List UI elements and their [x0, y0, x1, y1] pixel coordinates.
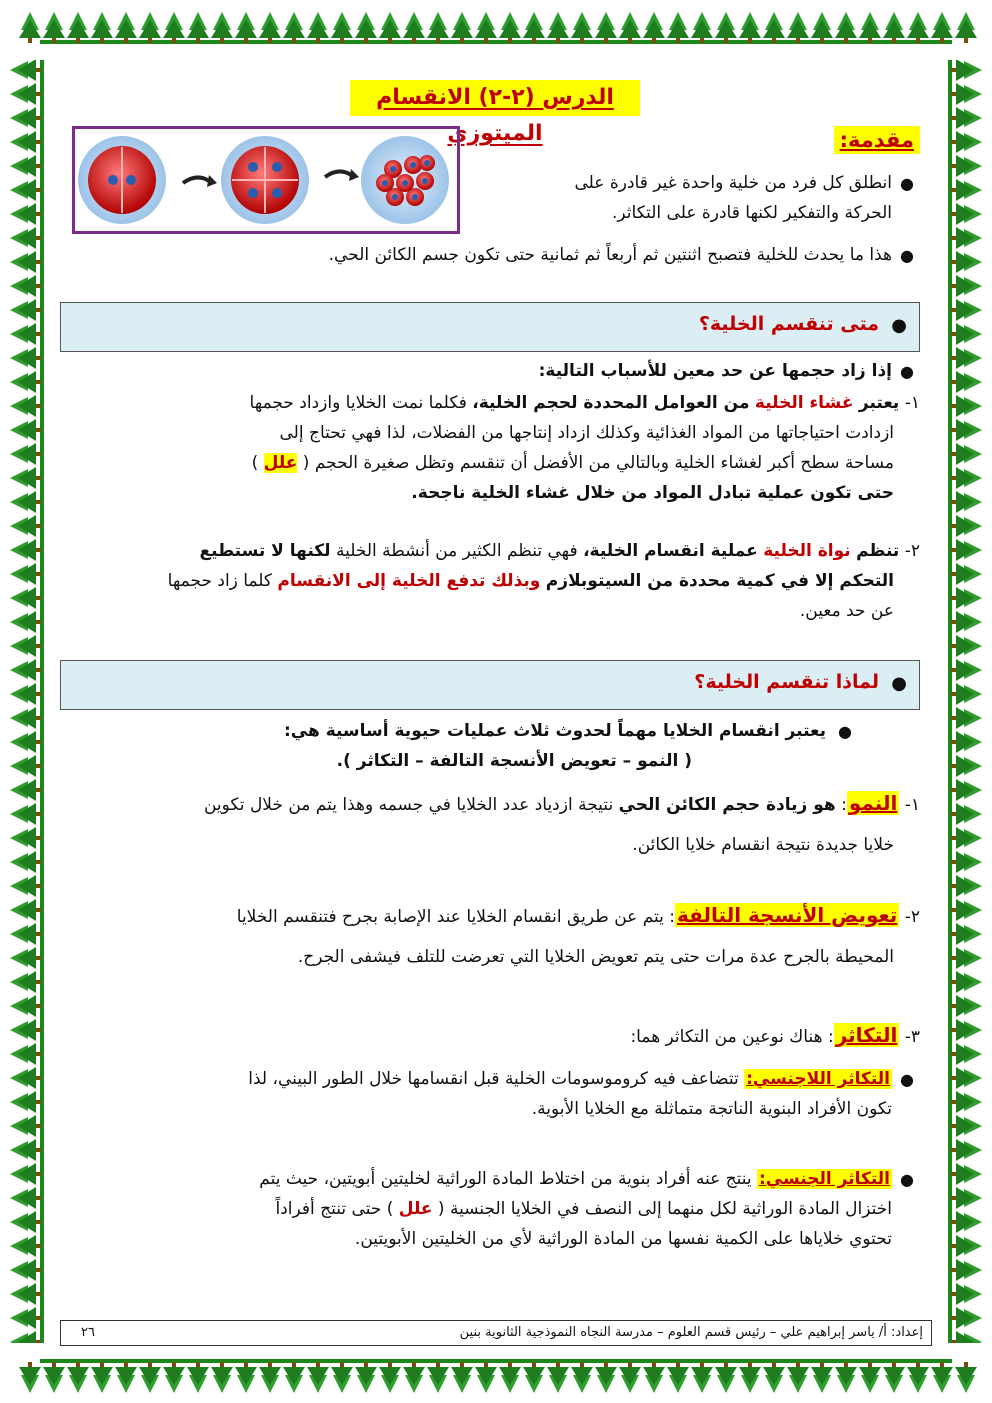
tree-icon: [10, 731, 41, 753]
tree-icon: [10, 1283, 41, 1305]
right-border-decoration: [932, 60, 992, 1343]
tree-icon: [10, 251, 41, 273]
tree-icon: [235, 12, 257, 43]
tree-icon: [951, 947, 982, 969]
tree-icon: [859, 12, 881, 43]
tree-icon: [10, 755, 41, 777]
tree-icon: [10, 779, 41, 801]
tree-icon: [951, 179, 982, 201]
tree-icon: [951, 683, 982, 705]
tree-icon: [331, 1362, 353, 1393]
tree-icon: [283, 12, 305, 43]
tree-icon: [10, 1211, 41, 1233]
tree-icon: [763, 12, 785, 43]
bullet-icon: ●: [891, 315, 907, 336]
growth-item: ١- النمو: هو زيادة حجم الكائن الحي نتيجة ازدياد عدد الخلايا في جسمه وهذا يتم من خلال تكوين خلايا جديدة نتيجة انقسام خلايا الكائن.: [203, 791, 920, 855]
tree-icon: [951, 443, 982, 465]
tree-icon: [951, 1019, 982, 1041]
eight-cell-stage-icon: [361, 136, 449, 224]
tree-icon: [475, 1362, 497, 1393]
tree-icon: [91, 12, 113, 43]
tree-icon: [715, 12, 737, 43]
tree-icon: [10, 1067, 41, 1089]
arrow-icon: [325, 169, 359, 181]
cell-division-figure: [72, 126, 460, 234]
tree-icon: [307, 12, 329, 43]
tree-icon: [951, 539, 982, 561]
tree-icon: [951, 251, 982, 273]
tree-icon: [499, 1362, 521, 1393]
tree-icon: [951, 587, 982, 609]
tree-icon: [499, 12, 521, 43]
tree-icon: [10, 635, 41, 657]
tree-icon: [951, 995, 982, 1017]
tree-icon: [283, 1362, 305, 1393]
tree-icon: [235, 1362, 257, 1393]
tree-icon: [307, 1362, 329, 1393]
tree-icon: [523, 1362, 545, 1393]
tree-icon: [10, 1019, 41, 1041]
tree-icon: [10, 1139, 41, 1161]
tree-icon: [811, 12, 833, 43]
tree-icon: [10, 299, 41, 321]
tree-icon: [523, 12, 545, 43]
tree-icon: [883, 1362, 905, 1393]
reproduction-heading: التكاثر: [835, 1023, 898, 1047]
tree-icon: [10, 347, 41, 369]
tree-icon: [951, 1187, 982, 1209]
page-footer: [60, 1320, 932, 1346]
tree-icon: [951, 1043, 982, 1065]
cell-division-illustration: [75, 129, 457, 231]
q2-lead-list: ( النمو – تعويض الأنسجة التالفة – التكاثر ).: [336, 751, 692, 771]
tree-icon: [10, 1331, 41, 1343]
q1-item-1: ١- يعتبر غشاء الخلية من العوامل المحددة لحجم الخلية، فكلما نمت الخلايا وازداد حجمها ازدادت احتياجاتها من المواد الغذائية وكذلك ازداد إنتاجها من الفضلات، لذا فهي تحتاج إلى مساحة سطح أكبر لغشاء الخلية وبالتالي من الأفضل أن تنقسم وتظل صغيرة الحجم ( علل ) حتى تكون عملية تبادل المواد من خلال غشاء الخلية ناجحة.: [249, 393, 920, 503]
tree-icon: [379, 12, 401, 43]
tree-icon: [10, 395, 41, 417]
bullet-icon: ●: [900, 362, 914, 381]
tree-icon: [951, 60, 982, 81]
tree-icon: [427, 12, 449, 43]
tree-icon: [10, 1163, 41, 1185]
tree-icon: [951, 635, 982, 657]
tree-icon: [951, 107, 982, 129]
tree-icon: [595, 1362, 617, 1393]
repair-heading: تعويض الأنسجة التالفة: [677, 903, 898, 927]
tree-icon: [951, 1163, 982, 1185]
tree-icon: [10, 539, 41, 561]
tree-icon: [139, 12, 161, 43]
tree-icon: [951, 1331, 982, 1343]
tree-icon: [10, 60, 41, 81]
tree-icon: [951, 155, 982, 177]
tree-icon: [403, 12, 425, 43]
tree-icon: [739, 1362, 761, 1393]
tree-icon: [451, 1362, 473, 1393]
tree-icon: [10, 179, 41, 201]
tree-icon: [951, 395, 982, 417]
tree-icon: [951, 419, 982, 441]
tree-icon: [931, 12, 953, 43]
intro-heading: مقدمة:: [834, 126, 920, 154]
tree-icon: [951, 491, 982, 513]
tree-icon: [951, 299, 982, 321]
tree-icon: [10, 515, 41, 537]
tree-icon: [951, 875, 982, 897]
page-number: ٢٦: [81, 1325, 95, 1340]
growth-heading: النمو: [848, 791, 898, 815]
tree-icon: [951, 611, 982, 633]
tree-icon: [951, 131, 982, 153]
bullet-icon: ●: [838, 722, 852, 741]
tree-icon: [10, 947, 41, 969]
intro-bullet-2: هذا ما يحدث للخلية فتصبح اثنتين ثم أربعاً ثم ثمانية حتى تكون جسم الكائن الحي.: [328, 245, 892, 265]
tree-icon: [211, 1362, 233, 1393]
arrow-icon: [183, 175, 217, 187]
tree-icon: [571, 1362, 593, 1393]
bullet-icon: ●: [900, 1170, 914, 1189]
tree-icon: [763, 1362, 785, 1393]
tree-icon: [10, 1235, 41, 1257]
tree-icon: [951, 347, 982, 369]
tree-icon: [187, 12, 209, 43]
tree-icon: [951, 971, 982, 993]
two-cell-stage-icon: [78, 136, 166, 224]
asexual-item: التكاثر اللاجنسي: تتضاعف فيه كروموسومات الخلية قبل انقسامها خلال الطور البيني، لذا تكون الأفراد البنوية الناتجة متماثلة مع الخلايا الأبوية.: [248, 1069, 892, 1119]
tree-icon: [547, 12, 569, 43]
tree-icon: [10, 467, 41, 489]
tree-icon: [187, 1362, 209, 1393]
tree-icon: [10, 1091, 41, 1113]
tree-icon: [331, 12, 353, 43]
four-cell-stage-icon: [221, 136, 309, 224]
tree-icon: [951, 779, 982, 801]
tree-icon: [667, 12, 689, 43]
tree-icon: [10, 611, 41, 633]
tree-icon: [951, 467, 982, 489]
tree-icon: [10, 803, 41, 825]
tree-icon: [10, 995, 41, 1017]
tree-icon: [951, 1139, 982, 1161]
section-header-when-divide: [60, 302, 920, 352]
tree-icon: [951, 755, 982, 777]
tree-icon: [907, 12, 929, 43]
intro-bullet-1: انطلق كل فرد من خلية واحدة غير قادرة على الحركة والتفكير لكنها قادرة على التكاثر.: [574, 173, 892, 223]
tree-icon: [715, 1362, 737, 1393]
bullet-icon: ●: [900, 174, 914, 193]
tree-icon: [43, 12, 65, 43]
tree-icon: [951, 1211, 982, 1233]
tree-icon: [379, 1362, 401, 1393]
tree-icon: [951, 803, 982, 825]
tree-icon: [259, 1362, 281, 1393]
section-header-why-divide: [60, 660, 920, 710]
tree-icon: [43, 1362, 65, 1393]
tree-icon: [10, 323, 41, 345]
tree-icon: [10, 1115, 41, 1137]
tree-icon: [91, 1362, 113, 1393]
tree-icon: [10, 1043, 41, 1065]
bullet-icon: ●: [891, 673, 907, 694]
q1-lead: إذا زاد حجمها عن حد معين للأسباب التالية:: [538, 361, 892, 381]
repair-item: ٢- تعويض الأنسجة التالفة: يتم عن طريق انقسام الخلايا عند الإصابة بجرح فتنقسم الخلايا المحيطة بالجرح عدة مرات حتى يتم تعويض الخلايا التي تعرضت للتلف فيشفى الجرح.: [236, 903, 920, 967]
tree-icon: [835, 1362, 857, 1393]
lesson-title: الدرس (٢-٢) الانقسام الميتوزي: [350, 80, 640, 116]
tree-icon: [259, 12, 281, 43]
tree-icon: [951, 227, 982, 249]
tree-icon: [951, 515, 982, 537]
tree-icon: [811, 1362, 833, 1393]
tree-icon: [211, 12, 233, 43]
tree-icon: [10, 875, 41, 897]
tree-icon: [10, 491, 41, 513]
tree-icon: [10, 563, 41, 585]
tree-icon: [951, 731, 982, 753]
tree-icon: [67, 1362, 89, 1393]
left-border-decoration: [0, 60, 60, 1343]
tree-icon: [67, 12, 89, 43]
tree-icon: [427, 1362, 449, 1393]
tree-icon: [163, 1362, 185, 1393]
tree-icon: [10, 971, 41, 993]
tree-icon: [19, 12, 41, 43]
tree-icon: [955, 1362, 977, 1393]
tree-icon: [931, 1362, 953, 1393]
tree-icon: [951, 203, 982, 225]
tree-icon: [139, 1362, 161, 1393]
tree-icon: [951, 1307, 982, 1329]
tree-icon: [10, 131, 41, 153]
reproduction-item: ٣- التكاثر: هناك نوعين من التكاثر هما:: [630, 1023, 920, 1047]
tree-icon: [115, 12, 137, 43]
tree-icon: [10, 1307, 41, 1329]
footer-author: إعداد: أ/ ياسر إبراهيم علي – رئيس قسم العلوم – مدرسة النجاه النموذجية الثانوية بنين: [459, 1325, 923, 1340]
tree-icon: [951, 707, 982, 729]
tree-icon: [859, 1362, 881, 1393]
tree-icon: [10, 659, 41, 681]
tree-icon: [10, 419, 41, 441]
tree-icon: [10, 587, 41, 609]
tree-icon: [10, 227, 41, 249]
tree-icon: [951, 1235, 982, 1257]
tree-icon: [10, 443, 41, 465]
tree-icon: [10, 707, 41, 729]
tree-icon: [547, 1362, 569, 1393]
tree-icon: [355, 12, 377, 43]
bullet-icon: ●: [900, 1070, 914, 1089]
tree-icon: [951, 1067, 982, 1089]
section-title: متى تنقسم الخلية؟: [698, 313, 879, 335]
tree-icon: [951, 83, 982, 105]
tree-icon: [403, 1362, 425, 1393]
tree-icon: [10, 107, 41, 129]
tree-icon: [595, 12, 617, 43]
tree-icon: [163, 12, 185, 43]
tree-icon: [667, 1362, 689, 1393]
tree-icon: [619, 12, 641, 43]
tree-icon: [951, 1259, 982, 1281]
tree-icon: [10, 1187, 41, 1209]
tree-icon: [955, 12, 977, 43]
tree-icon: [10, 155, 41, 177]
tree-icon: [10, 371, 41, 393]
tree-icon: [951, 923, 982, 945]
tree-icon: [571, 12, 593, 43]
tree-icon: [10, 83, 41, 105]
tree-icon: [10, 851, 41, 873]
section-title: لماذا تنقسم الخلية؟: [694, 671, 879, 693]
tree-icon: [619, 1362, 641, 1393]
tree-icon: [951, 851, 982, 873]
tree-icon: [951, 827, 982, 849]
tree-icon: [355, 1362, 377, 1393]
tree-icon: [739, 12, 761, 43]
tree-icon: [835, 12, 857, 43]
tree-icon: [691, 1362, 713, 1393]
tree-icon: [10, 683, 41, 705]
q2-lead: يعتبر انقسام الخلايا مهماً لحدوث ثلاث عمليات حيوية أساسية هي:: [283, 721, 826, 741]
tree-icon: [951, 1091, 982, 1113]
tree-icon: [19, 1362, 41, 1393]
tree-icon: [951, 1115, 982, 1137]
tree-icon: [691, 12, 713, 43]
bottom-border-decoration: [0, 1343, 992, 1403]
tree-icon: [951, 659, 982, 681]
tree-icon: [951, 371, 982, 393]
tree-icon: [951, 563, 982, 585]
tree-icon: [115, 1362, 137, 1393]
tree-icon: [951, 275, 982, 297]
tree-icon: [643, 12, 665, 43]
q1-item-2: ٢- تنظم نواة الخلية عملية انقسام الخلية، فهي تنظم الكثير من أنشطة الخلية لكنها لا تستطيع التحكم إلا في كمية محددة من السيتوبلازم وبذلك تدفع الخلية إلى الانقسام كلما زاد حجمها عن حد معين.: [167, 541, 920, 621]
tree-icon: [951, 323, 982, 345]
tree-icon: [10, 1259, 41, 1281]
tree-icon: [10, 923, 41, 945]
tree-icon: [787, 1362, 809, 1393]
tree-icon: [907, 1362, 929, 1393]
top-border-decoration: [0, 0, 992, 60]
tree-icon: [10, 203, 41, 225]
tree-icon: [951, 1283, 982, 1305]
tree-icon: [883, 12, 905, 43]
tree-icon: [951, 899, 982, 921]
tree-icon: [10, 827, 41, 849]
tree-icon: [643, 1362, 665, 1393]
tree-icon: [10, 275, 41, 297]
tree-icon: [10, 899, 41, 921]
bullet-icon: ●: [900, 246, 914, 265]
sexual-item: التكاثر الجنسي: ينتج عنه أفراد بنوية من اختلاط المادة الوراثية لخليتين أبويتين، حيث يتم اختزال المادة الوراثية لكل منهما إلى النصف في الخلايا الجنسية ( علل ) حتى تنتج أفراداً تحتوي خلاياها على الكمية نفسها من المادة الوراثية لأي من الخليتين الأبويتين.: [259, 1169, 892, 1249]
tree-icon: [451, 12, 473, 43]
tree-icon: [787, 12, 809, 43]
tree-icon: [475, 12, 497, 43]
